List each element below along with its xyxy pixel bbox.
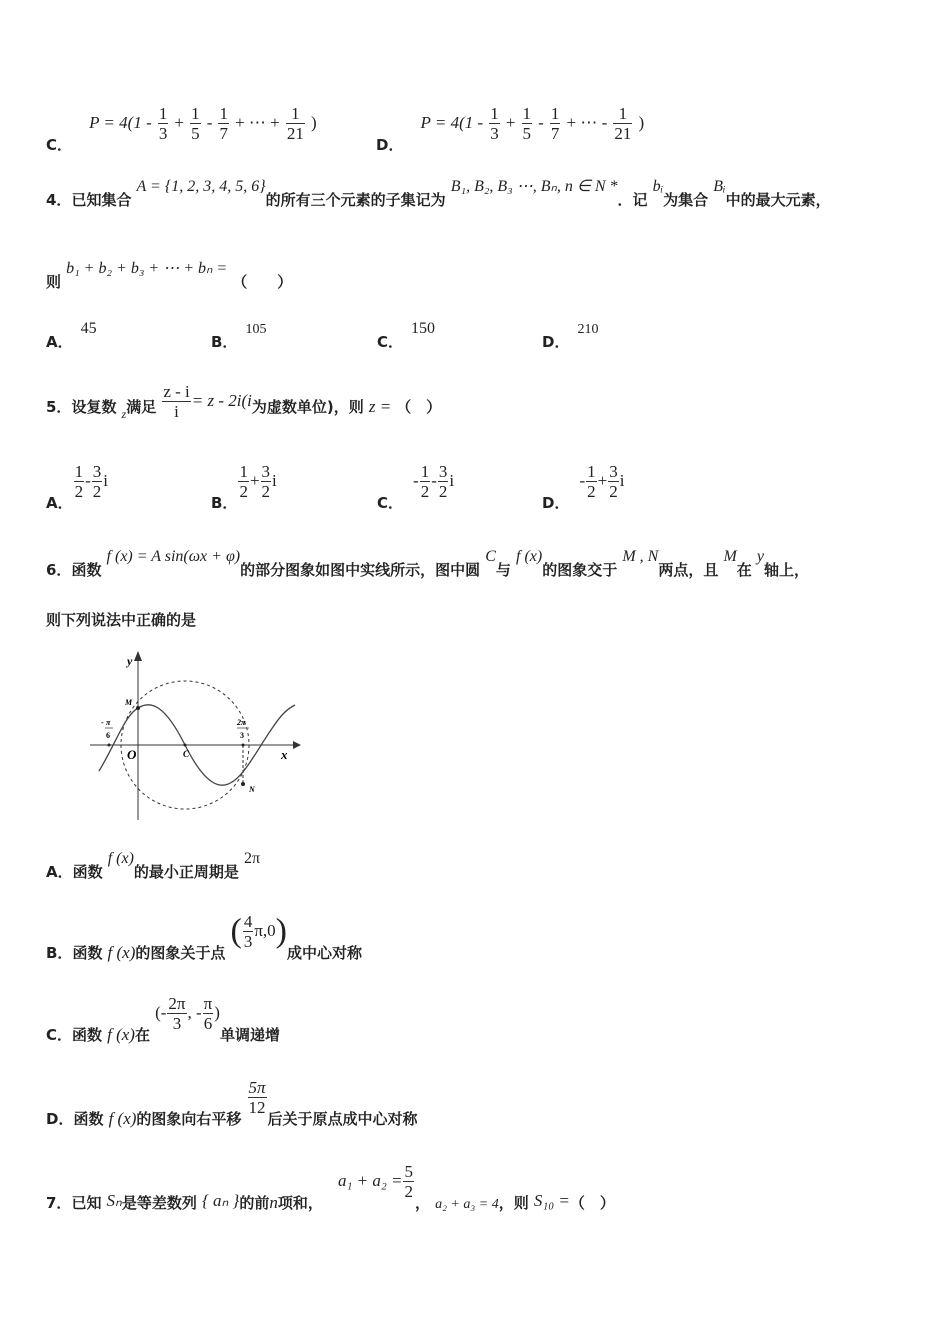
math-sum: b₁ + b₂ + b₃ + ⋯ + bₙ = (66, 260, 228, 277)
option-text: 成中心对称 (287, 944, 363, 962)
option-label: B． (46, 944, 73, 962)
math-bi: bᵢ (652, 178, 664, 195)
option-label: A． (46, 494, 73, 512)
fraction (162, 382, 190, 421)
q6-option-a[interactable] (46, 850, 261, 883)
math-tail: ) (638, 113, 645, 132)
stem-text: 满足 (126, 398, 157, 416)
stem-text: 函数 (71, 561, 102, 579)
stem-text: 轴上， (763, 561, 809, 579)
option-text: 函数 (72, 1026, 103, 1044)
stem-text: 设复数 (71, 398, 117, 416)
frac-part: 1 (550, 104, 560, 123)
option-value: 150 (411, 320, 436, 337)
stem-text: 已知 (71, 1194, 102, 1212)
option-label: C． (377, 494, 404, 512)
option-text: 单调递增 (219, 1026, 280, 1044)
stem-text: ．记 (617, 191, 648, 209)
math-fx: f (x) (107, 943, 136, 962)
option-text: 后关于原点成中心对称 (267, 1110, 418, 1128)
option-label: C． (46, 136, 73, 154)
fraction (489, 104, 500, 143)
q6-option-c[interactable] (46, 994, 280, 1044)
denominator: 2 (239, 482, 248, 501)
fraction (238, 462, 249, 501)
numerator: 1 (420, 462, 430, 481)
answer-blank: （ ） (569, 1194, 615, 1212)
stem-text: 在 (736, 561, 752, 579)
operator: - (431, 471, 437, 490)
math-y: y (756, 548, 764, 565)
denominator: 3 (243, 932, 253, 951)
option-value: 210 (577, 322, 599, 337)
q4-option-d[interactable] (542, 322, 599, 354)
denominator: 5 (522, 124, 532, 143)
numerator: 3 (261, 462, 271, 481)
math-M: M (723, 548, 737, 565)
q6-stem-line1 (46, 548, 809, 581)
pos-tick-point (242, 744, 245, 747)
neg-tick-num: π (106, 718, 111, 727)
q4-option-b[interactable] (211, 322, 267, 354)
math-C: C (485, 548, 496, 565)
numerator: 3 (438, 462, 448, 481)
stem-text: 则下列说法中正确的是 (46, 611, 197, 629)
pos-tick-num: 2π (237, 718, 246, 727)
option-label: B． (211, 333, 238, 351)
fraction (613, 104, 632, 143)
pos-tick-den: 3 (240, 731, 244, 740)
numerator: 5π (248, 1078, 266, 1097)
imaginary-unit: i (272, 471, 277, 490)
fraction (203, 994, 214, 1033)
stem-text: 已知集合 (71, 191, 132, 209)
q5-stem (46, 382, 442, 427)
math-lead: P = 4(1 - (89, 113, 152, 132)
fraction (243, 912, 254, 951)
stem-text: 是等差数列 (121, 1194, 197, 1212)
stem-text: ，则 (498, 1194, 529, 1212)
q4-stem-line2 (46, 260, 293, 293)
q6-option-d[interactable] (46, 1078, 418, 1128)
question-number: 5． (46, 398, 72, 416)
neg-tick-sign: - (101, 718, 104, 727)
option-text: 的图象向右平移 (136, 1110, 242, 1128)
frac-part: 1 (286, 104, 305, 124)
fraction (74, 462, 85, 501)
denominator: 2 (438, 482, 448, 501)
frac-part: 1 (191, 104, 200, 123)
operator: + (249, 471, 260, 490)
fraction (248, 1078, 267, 1117)
denominator: 2 (404, 1182, 413, 1201)
fraction (286, 104, 305, 143)
math-set: A = {1, 2, 3, 4, 5, 6} (136, 178, 266, 195)
option-label: C． (377, 333, 404, 351)
fraction (550, 104, 561, 143)
math-n: n (269, 1193, 278, 1212)
q6-stem-line2 (46, 610, 196, 630)
denominator: 3 (490, 124, 499, 143)
imaginary-unit: i (449, 471, 455, 490)
option-label: A． (46, 333, 73, 351)
left-paren-icon: ( (230, 912, 242, 950)
fraction (608, 462, 619, 501)
math-rest: π,0 (254, 921, 276, 940)
operator: + ⋯ - (566, 113, 608, 132)
math-func: f (x) = A sin(ωx + φ) (106, 548, 241, 565)
q5-option-a[interactable] (46, 462, 109, 512)
numerator: 3 (92, 462, 102, 481)
fraction (92, 462, 103, 501)
math-eq: = z - 2i(i (191, 391, 252, 410)
option-label: D． (542, 333, 570, 351)
numerator: z - i (163, 382, 190, 401)
math-z-eq: z = (368, 397, 392, 416)
fraction (522, 104, 533, 143)
operator: - (206, 113, 213, 132)
option-label: D． (46, 1110, 74, 1128)
denominator: 6 (203, 1014, 213, 1033)
denominator: 21 (286, 124, 304, 143)
imaginary-unit: i (619, 471, 625, 490)
operator: + (174, 113, 185, 132)
denominator: 2 (92, 482, 102, 501)
q4-stem-line1 (46, 178, 831, 211)
denominator: 2 (587, 482, 596, 501)
math-S10: S₁₀ = (533, 1191, 570, 1210)
numerator: 1 (239, 462, 248, 481)
frac-part: 1 (522, 104, 532, 123)
operator: - (538, 113, 544, 132)
stem-text: 两点，且 (658, 561, 719, 579)
q6-option-b[interactable] (46, 912, 363, 962)
math-eq2: a₂ + a₃ = 4 (435, 1197, 499, 1212)
math-fx: f (x) (107, 850, 134, 867)
math-tail: ) (310, 113, 317, 132)
option-text: 在 (134, 1026, 150, 1044)
math-Bi: Bᵢ (713, 178, 726, 195)
comma: ， (414, 1194, 430, 1212)
math-fx: f (x) (107, 1025, 135, 1044)
question-number: 7． (46, 1194, 72, 1212)
y-axis-arrow-icon (134, 651, 142, 661)
imaginary-unit: i (103, 471, 109, 490)
operator: + ⋯ + (235, 113, 280, 132)
denominator: 7 (219, 124, 228, 143)
denominator: 2 (74, 482, 84, 501)
frac-part: 1 (490, 104, 499, 123)
math-period: 2π (244, 850, 261, 867)
numerator: π (203, 994, 213, 1013)
fraction (261, 462, 272, 501)
stem-text: 的所有三个元素的子集记为 (265, 191, 446, 209)
numerator: 1 (74, 462, 84, 481)
point-N (241, 782, 245, 786)
frac-part: 1 (158, 104, 168, 123)
denominator: 7 (550, 124, 560, 143)
numerator: 4 (243, 912, 253, 931)
stem-text: 中的最大元素， (725, 191, 831, 209)
N-label: N (249, 785, 255, 794)
q5-option-d[interactable] (542, 462, 625, 512)
right-paren: ) (214, 1003, 220, 1022)
q3-option-c[interactable] (46, 104, 317, 154)
point-C (184, 744, 187, 747)
denominator: 21 (614, 124, 632, 143)
right-paren-icon: ) (275, 912, 287, 950)
fraction (420, 462, 431, 501)
origin-label: O (127, 747, 137, 762)
q4-option-a[interactable] (46, 320, 97, 353)
q4-option-c[interactable] (377, 320, 436, 353)
math-lead: P = 4(1 - (420, 113, 484, 132)
question-number: 4． (46, 191, 72, 209)
numerator: 3 (609, 462, 618, 481)
fraction (218, 104, 229, 143)
numerator: 2π (168, 994, 186, 1013)
operator: + (505, 113, 516, 132)
option-text: 函数 (72, 944, 103, 962)
answer-blank: （ ） (396, 398, 442, 416)
option-text: 的最小正周期是 (133, 863, 239, 881)
denominator: 3 (158, 124, 168, 143)
math-fx: f (x) (108, 1109, 137, 1128)
option-value: 105 (245, 322, 267, 337)
x-label: x (281, 747, 288, 762)
M-label: M (125, 698, 133, 707)
q7-stem (46, 1162, 615, 1212)
math-fx: f (x) (516, 548, 543, 565)
option-label: D． (542, 494, 570, 512)
q5-option-b[interactable] (211, 462, 277, 512)
x-axis-arrow-icon (293, 741, 301, 749)
denominator: 2 (609, 482, 618, 501)
sign: - (579, 471, 586, 490)
question-number: 6． (46, 561, 72, 579)
stem-text: 为集合 (663, 191, 709, 209)
stem-text: 为虚数单位)，则 (251, 398, 364, 416)
fraction (586, 462, 597, 501)
C-label: C (183, 749, 190, 759)
option-label: A． (46, 863, 73, 881)
option-text: 函数 (73, 1110, 104, 1128)
numerator: 5 (404, 1162, 413, 1181)
y-label: y (127, 654, 133, 668)
fraction (403, 1162, 414, 1201)
frac-part: 1 (219, 104, 228, 123)
point-M (136, 706, 140, 710)
answer-blank: （ ） (232, 273, 293, 291)
stem-text: 与 (495, 561, 511, 579)
denominator: i (174, 402, 179, 421)
math-Sn: Sₙ (106, 1191, 122, 1210)
denominator: 2 (261, 482, 271, 501)
option-text: 的图象关于点 (135, 944, 226, 962)
math-subsets: B₁, B₂, B₃ ⋯, Bₙ, n ∈ N * (450, 178, 618, 195)
denominator: 3 (172, 1014, 182, 1033)
function-graph (85, 645, 305, 825)
sign: - (413, 471, 419, 490)
option-label: B． (211, 494, 238, 512)
fraction (158, 104, 169, 143)
stem-text: 的图象交于 (542, 561, 618, 579)
separator: , - (187, 1003, 202, 1022)
option-text: 函数 (72, 863, 103, 881)
math-an: { aₙ } (201, 1191, 240, 1210)
math-z: z (121, 407, 127, 421)
q5-options (46, 462, 746, 512)
option-label: C． (46, 1026, 73, 1044)
numerator: 1 (587, 462, 596, 481)
left-paren: (- (155, 1003, 167, 1022)
fraction (190, 104, 201, 143)
stem-text: 的部分图象如图中实线所示，图中圆 (240, 561, 481, 579)
math-MN: M , N (622, 548, 659, 565)
option-label: D． (376, 136, 404, 154)
stem-text: 的前 (239, 1194, 270, 1212)
operator: - (85, 471, 91, 490)
fraction (438, 462, 449, 501)
denominator: 12 (248, 1098, 266, 1117)
math-eq1: a₁ + a₂ = (337, 1171, 403, 1190)
frac-part: 1 (613, 104, 632, 124)
denominator: 5 (191, 124, 200, 143)
neg-tick-den: 6 (106, 731, 110, 740)
option-value: 45 (80, 320, 97, 337)
stem-text: 则 (46, 273, 62, 291)
q5-option-c[interactable] (377, 462, 455, 512)
fraction (167, 994, 186, 1033)
operator: + (597, 471, 608, 490)
denominator: 2 (420, 482, 430, 501)
stem-text: 项和， (277, 1194, 323, 1212)
neg-tick-point (108, 744, 111, 747)
q3-option-d[interactable] (376, 104, 645, 154)
